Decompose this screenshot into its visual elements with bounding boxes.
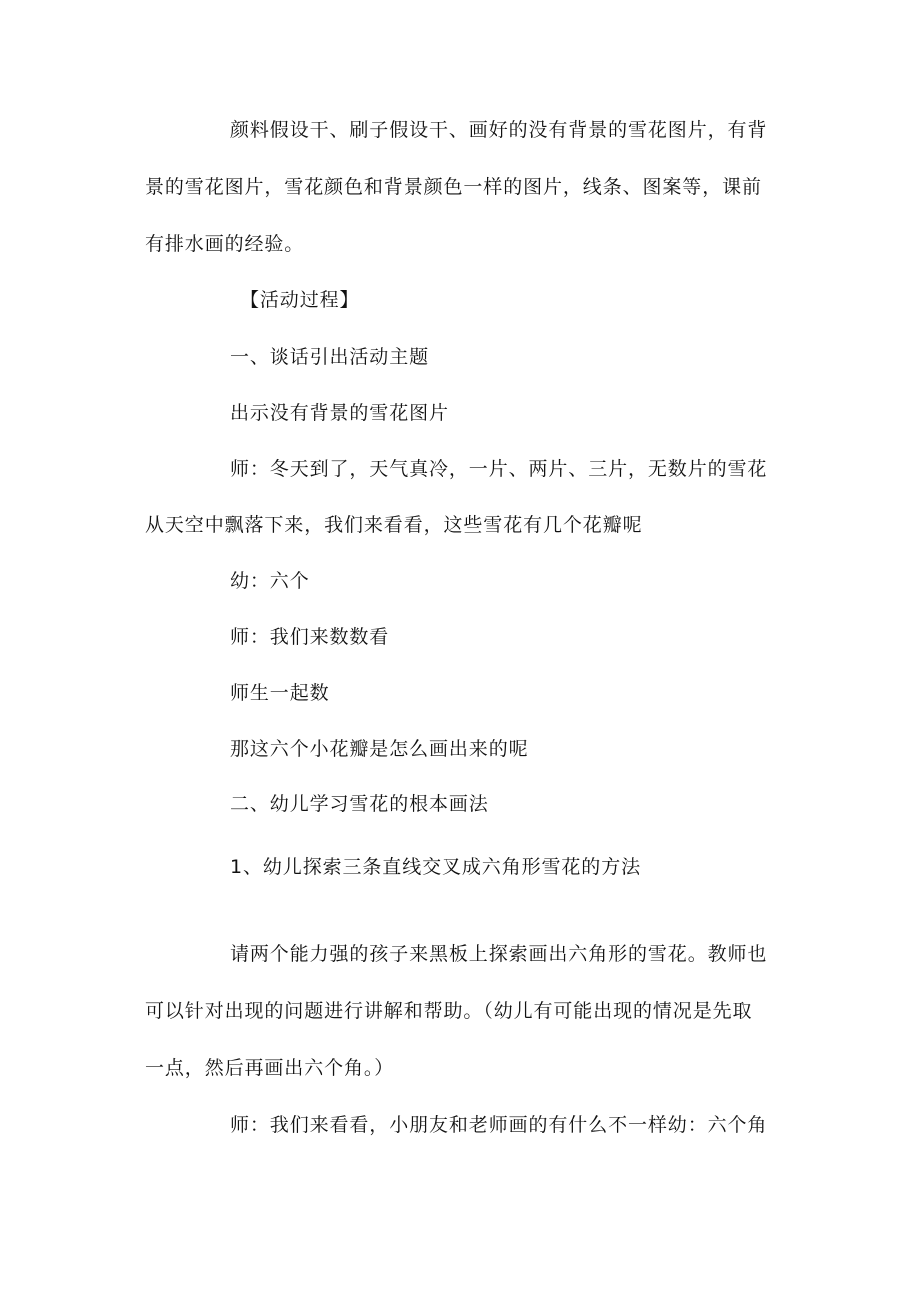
paragraph-line-explore-1: 请两个能力强的孩子来黑板上探索画出六角形的雪花。教师也 [230,943,768,965]
paragraph-line-teacher-1a: 师：冬天到了，天气真冷，一片、两片、三片，无数片的雪花 [230,458,768,480]
paragraph-line-teacher-2: 师：我们来数数看 [230,626,390,648]
section-heading-activity-process: 【活动过程】 [240,289,360,311]
paragraph-line-teacher-1b: 从天空中飘落下来，我们来看看，这些雪花有几个花瓣呢 [145,514,643,536]
paragraph-line-materials-2: 景的雪花图片，雪花颜色和背景颜色一样的图片，线条、图案等，课前 [145,176,762,198]
paragraph-line-count-together: 师生一起数 [230,682,330,704]
subheading-step-one: 1、幼儿探索三条直线交叉成六角形雪花的方法 [230,856,641,878]
paragraph-line-show-picture: 出示没有背景的雪花图片 [230,402,449,424]
paragraph-line-materials-3: 有排水画的经验。 [145,233,305,255]
paragraph-line-teacher-3: 师：我们来看看，小朋友和老师画的有什么不一样幼：六个角 [230,1114,768,1136]
paragraph-line-materials-1: 颜料假设干、刷子假设干、画好的没有背景的雪花图片，有背 [230,119,768,141]
paragraph-line-child-answer: 幼：六个 [230,570,310,592]
heading-part-two: 二、幼儿学习雪花的根本画法 [230,793,489,815]
paragraph-line-explore-3: 一点，然后再画出六个角。） [145,1057,395,1079]
heading-part-one: 一、谈话引出活动主题 [230,346,430,368]
paragraph-line-explore-2: 可以针对出现的问题进行讲解和帮助。（幼儿有可能出现的情况是先取 [145,1000,753,1022]
paragraph-line-question: 那这六个小花瓣是怎么画出来的呢 [230,738,529,760]
